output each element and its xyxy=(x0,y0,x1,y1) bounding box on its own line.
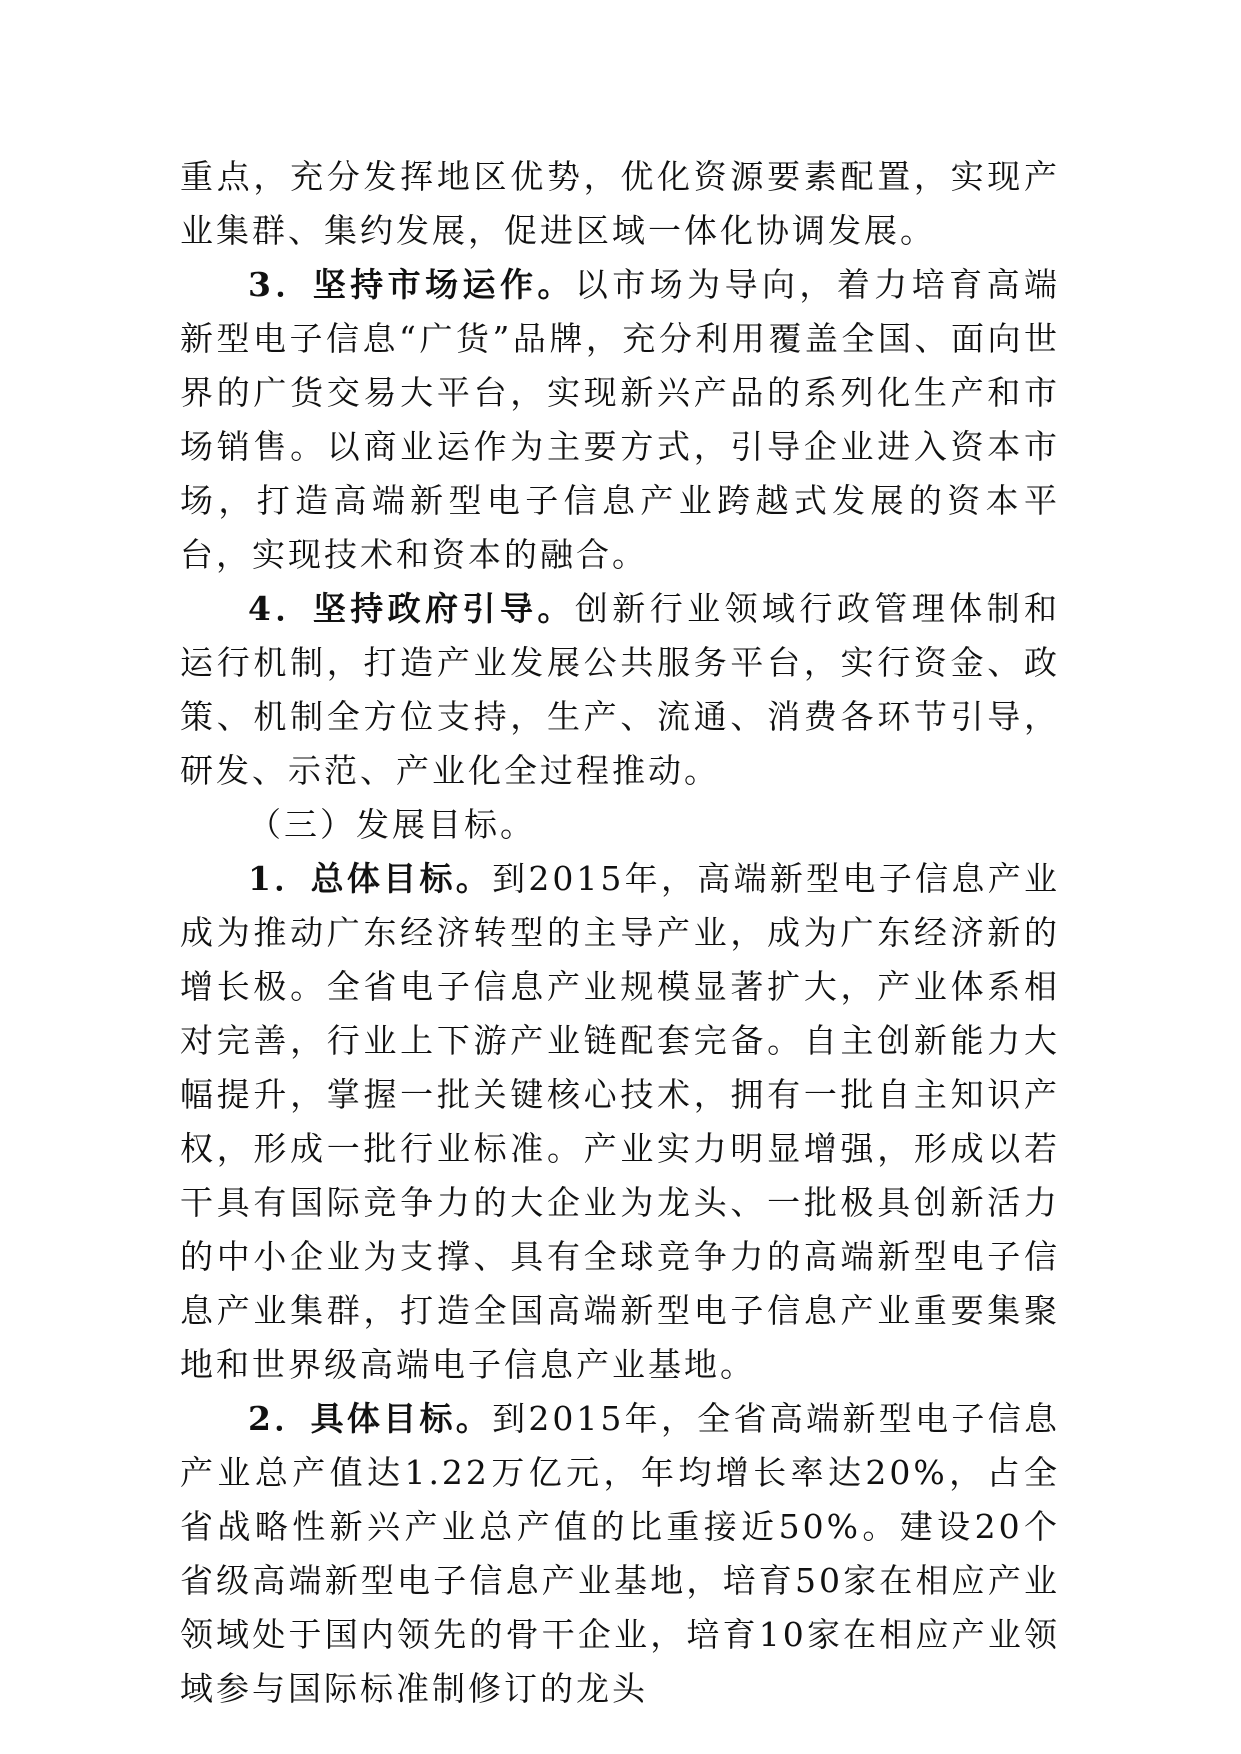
paragraph-text: 到2015年，全省高端新型电子信息产业总产值达1.22万亿元，年均增长率达20%，占全省战略性新兴产业总产值的比重接近50%。建设20个省级高端新型电子信息产业基地，培育50家在相应产业领域处于国内领先的骨干企业，培育10家在相应产业领域参与国际标准制修订的龙头 xyxy=(180,1399,1060,1708)
paragraph-text: 到2015年，高端新型电子信息产业成为推动广东经济转型的主导产业，成为广东经济新的增长极。全省电子信息产业规模显著扩大，产业体系相对完善，行业上下游产业链配套完备。自主创新能力大幅提升，掌握一批关键核心技术，拥有一批自主知识产权，形成一批行业标准。产业实力明显增强，形成以若干具有国际竞争力的大企业为龙头、一批极具创新活力的中小企业为支撑、具有全球竞争力的高端新型电子信息产业集群，打造全国高端新型电子信息产业重要集聚地和世界级高端电子信息产业基地。 xyxy=(180,859,1060,1384)
paragraph-government-guidance xyxy=(180,582,1060,798)
paragraph-market-operation xyxy=(180,258,1060,582)
paragraph-lead: 1．总体目标。 xyxy=(248,859,493,898)
paragraph-lead: 3．坚持市场运作。 xyxy=(248,265,575,304)
paragraph-specific-goals xyxy=(180,1392,1060,1716)
paragraph-regional-development xyxy=(180,150,1060,258)
paragraph-lead: 2．具体目标。 xyxy=(248,1399,493,1438)
heading-text: （三）发展目标。 xyxy=(248,805,536,844)
section-heading-goals xyxy=(180,798,1060,852)
paragraph-lead: 4．坚持政府引导。 xyxy=(248,589,575,628)
paragraph-text: 以市场为导向，着力培育高端新型电子信息“广货”品牌，充分利用覆盖全国、面向世界的广货交易大平台，实现新兴产品的系列化生产和市场销售。以商业运作为主要方式，引导企业进入资本市场，打造高端新型电子信息产业跨越式发展的资本平台，实现技术和资本的融合。 xyxy=(180,265,1061,574)
paragraph-text: 创新行业领域行政管理体制和运行机制，打造产业发展公共服务平台，实行资金、政策、机制全方位支持，生产、流通、消费各环节引导，研发、示范、产业化全过程推动。 xyxy=(180,589,1061,790)
body-text xyxy=(180,150,1060,1716)
paragraph-overall-goal xyxy=(180,852,1060,1392)
paragraph-text: 重点，充分发挥地区优势，优化资源要素配置，实现产业集群、集约发展，促进区域一体化协调发展。 xyxy=(180,157,1060,250)
